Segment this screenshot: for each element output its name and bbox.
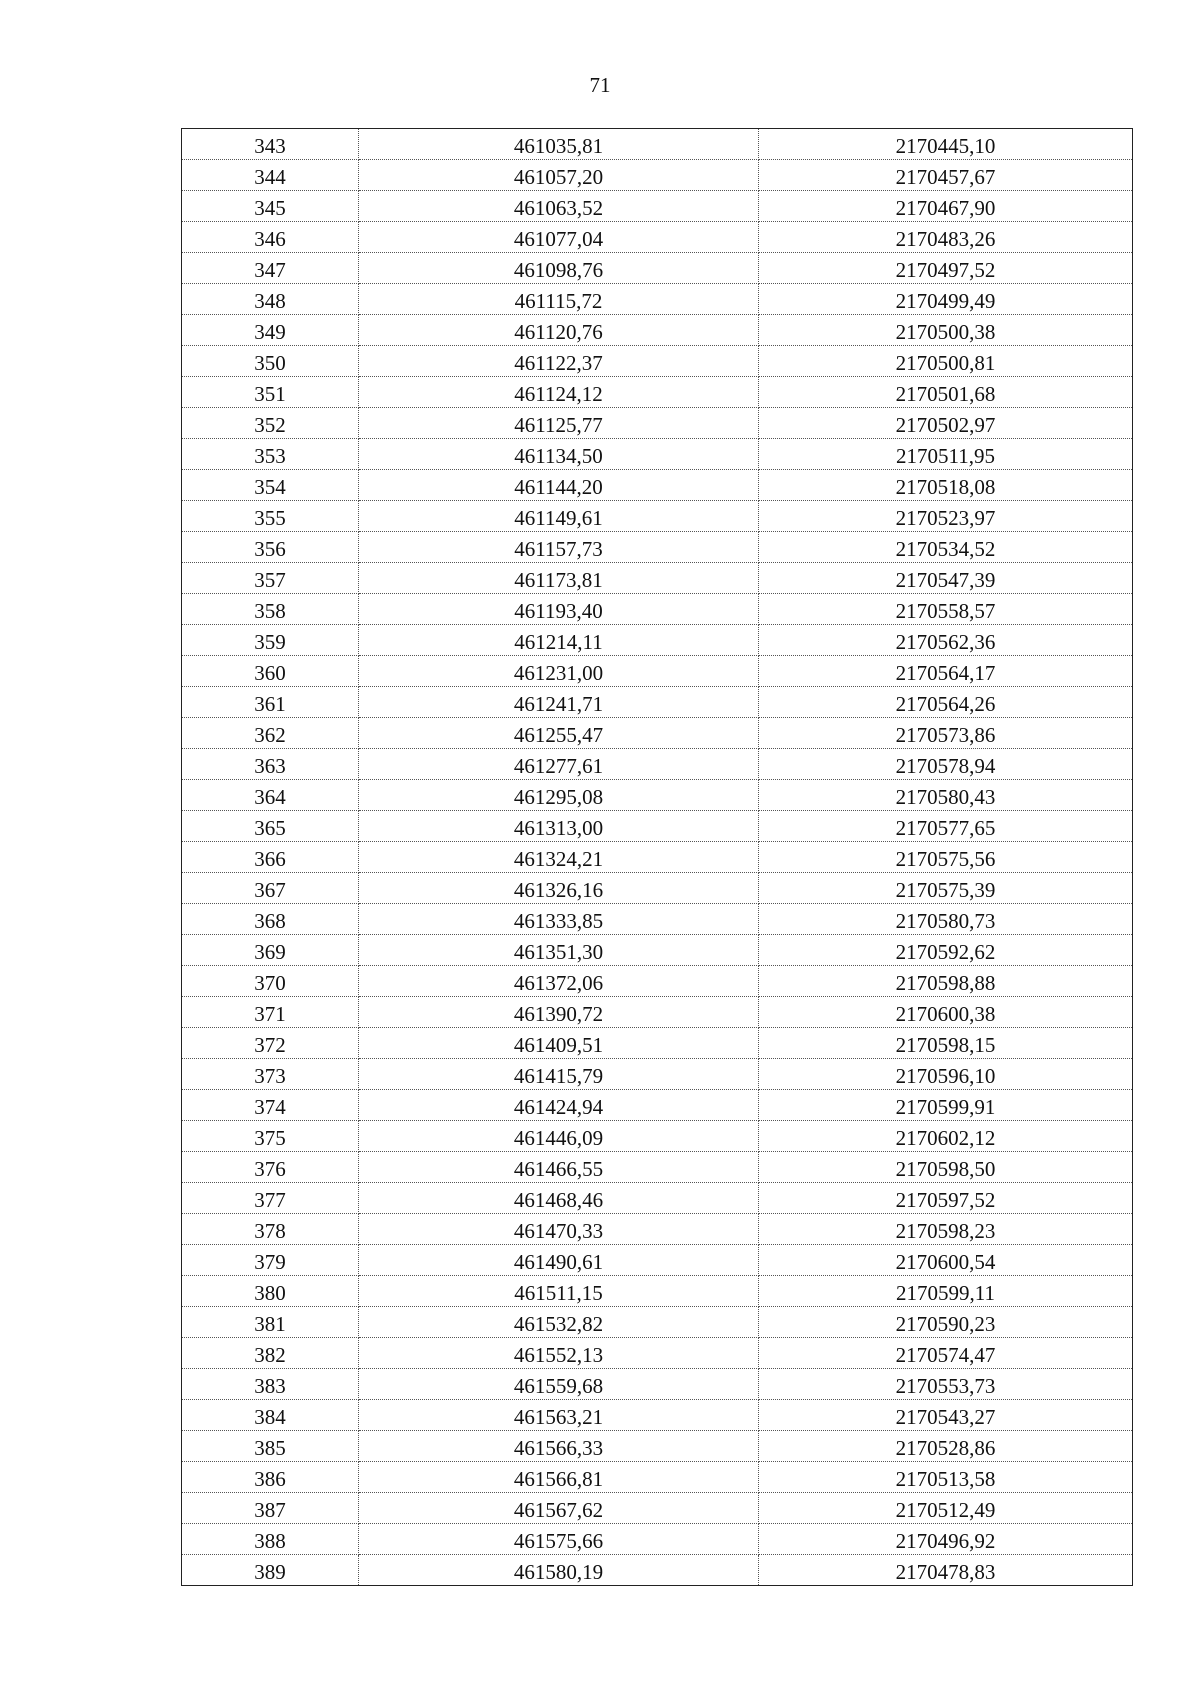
table-row: [182, 656, 1133, 687]
point-number-cell: 354: [182, 470, 359, 501]
coordinate-x-cell: 461063,52: [359, 191, 759, 222]
point-number-cell: 378: [182, 1214, 359, 1245]
table-row: [182, 842, 1133, 873]
point-number-cell: 350: [182, 346, 359, 377]
table-row: [182, 1555, 1133, 1586]
point-number-cell: 352: [182, 408, 359, 439]
coordinate-y-cell: 2170513,58: [759, 1462, 1133, 1493]
coordinate-x-cell: 461122,37: [359, 346, 759, 377]
coordinate-x-cell: 461372,06: [359, 966, 759, 997]
coordinate-y-cell: 2170497,52: [759, 253, 1133, 284]
table-row: [182, 1152, 1133, 1183]
point-number-cell: 353: [182, 439, 359, 470]
coordinate-x-cell: 461566,81: [359, 1462, 759, 1493]
coordinate-y-cell: 2170553,73: [759, 1369, 1133, 1400]
table-row: [182, 966, 1133, 997]
coordinate-y-cell: 2170575,39: [759, 873, 1133, 904]
point-number-cell: 345: [182, 191, 359, 222]
coordinate-x-cell: 461149,61: [359, 501, 759, 532]
coordinate-y-cell: 2170457,67: [759, 160, 1133, 191]
coordinate-y-cell: 2170574,47: [759, 1338, 1133, 1369]
coordinate-y-cell: 2170577,65: [759, 811, 1133, 842]
point-number-cell: 349: [182, 315, 359, 346]
coordinate-y-cell: 2170580,73: [759, 904, 1133, 935]
point-number-cell: 372: [182, 1028, 359, 1059]
table-row: [182, 873, 1133, 904]
point-number-cell: 388: [182, 1524, 359, 1555]
table-row: [182, 687, 1133, 718]
point-number-cell: 379: [182, 1245, 359, 1276]
point-number-cell: 370: [182, 966, 359, 997]
point-number-cell: 376: [182, 1152, 359, 1183]
coordinate-x-cell: 461326,16: [359, 873, 759, 904]
coordinate-y-cell: 2170511,95: [759, 439, 1133, 470]
table-row: [182, 1524, 1133, 1555]
table-row: [182, 1028, 1133, 1059]
coordinate-y-cell: 2170534,52: [759, 532, 1133, 563]
table-row: [182, 1431, 1133, 1462]
coordinate-x-cell: 461277,61: [359, 749, 759, 780]
coordinates-table: [181, 128, 1133, 1586]
point-number-cell: 347: [182, 253, 359, 284]
coordinate-x-cell: 461552,13: [359, 1338, 759, 1369]
table-row: [182, 1338, 1133, 1369]
point-number-cell: 369: [182, 935, 359, 966]
coordinate-x-cell: 461173,81: [359, 563, 759, 594]
coordinate-y-cell: 2170575,56: [759, 842, 1133, 873]
point-number-cell: 363: [182, 749, 359, 780]
coordinate-x-cell: 461057,20: [359, 160, 759, 191]
coordinate-x-cell: 461563,21: [359, 1400, 759, 1431]
coordinate-x-cell: 461214,11: [359, 625, 759, 656]
table-row: [182, 594, 1133, 625]
table-row: [182, 346, 1133, 377]
point-number-cell: 366: [182, 842, 359, 873]
coordinate-y-cell: 2170598,50: [759, 1152, 1133, 1183]
coordinate-y-cell: 2170599,91: [759, 1090, 1133, 1121]
coordinates-table-body: [182, 129, 1133, 1586]
coordinate-x-cell: 461415,79: [359, 1059, 759, 1090]
coordinate-x-cell: 461532,82: [359, 1307, 759, 1338]
coordinate-y-cell: 2170496,92: [759, 1524, 1133, 1555]
table-row: [182, 1369, 1133, 1400]
coordinate-y-cell: 2170578,94: [759, 749, 1133, 780]
table-row: [182, 191, 1133, 222]
coordinate-x-cell: 461115,72: [359, 284, 759, 315]
coordinate-x-cell: 461409,51: [359, 1028, 759, 1059]
coordinate-x-cell: 461098,76: [359, 253, 759, 284]
coordinate-x-cell: 461241,71: [359, 687, 759, 718]
coordinate-x-cell: 461470,33: [359, 1214, 759, 1245]
coordinate-y-cell: 2170502,97: [759, 408, 1133, 439]
point-number-cell: 371: [182, 997, 359, 1028]
table-row: [182, 563, 1133, 594]
coordinate-y-cell: 2170598,23: [759, 1214, 1133, 1245]
point-number-cell: 385: [182, 1431, 359, 1462]
coordinate-y-cell: 2170599,11: [759, 1276, 1133, 1307]
point-number-cell: 358: [182, 594, 359, 625]
point-number-cell: 387: [182, 1493, 359, 1524]
coordinate-x-cell: 461559,68: [359, 1369, 759, 1400]
table-row: [182, 1276, 1133, 1307]
coordinate-x-cell: 461511,15: [359, 1276, 759, 1307]
table-row: [182, 935, 1133, 966]
coordinate-y-cell: 2170562,36: [759, 625, 1133, 656]
coordinate-y-cell: 2170467,90: [759, 191, 1133, 222]
point-number-cell: 344: [182, 160, 359, 191]
table-row: [182, 780, 1133, 811]
coordinate-y-cell: 2170501,68: [759, 377, 1133, 408]
coordinate-x-cell: 461120,76: [359, 315, 759, 346]
coordinate-y-cell: 2170500,81: [759, 346, 1133, 377]
point-number-cell: 365: [182, 811, 359, 842]
table-row: [182, 1121, 1133, 1152]
table-row: [182, 749, 1133, 780]
coordinate-x-cell: 461157,73: [359, 532, 759, 563]
coordinate-y-cell: 2170592,62: [759, 935, 1133, 966]
table-row: [182, 439, 1133, 470]
coordinate-x-cell: 461077,04: [359, 222, 759, 253]
table-row: [182, 1214, 1133, 1245]
coordinate-y-cell: 2170523,97: [759, 501, 1133, 532]
table-row: [182, 904, 1133, 935]
coordinate-y-cell: 2170590,23: [759, 1307, 1133, 1338]
point-number-cell: 389: [182, 1555, 359, 1586]
coordinate-y-cell: 2170564,26: [759, 687, 1133, 718]
point-number-cell: 364: [182, 780, 359, 811]
table-row: [182, 408, 1133, 439]
table-row: [182, 1400, 1133, 1431]
point-number-cell: 355: [182, 501, 359, 532]
table-row: [182, 718, 1133, 749]
point-number-cell: 382: [182, 1338, 359, 1369]
point-number-cell: 361: [182, 687, 359, 718]
table-row: [182, 532, 1133, 563]
coordinate-y-cell: 2170445,10: [759, 129, 1133, 160]
coordinate-x-cell: 461134,50: [359, 439, 759, 470]
point-number-cell: 346: [182, 222, 359, 253]
coordinate-x-cell: 461567,62: [359, 1493, 759, 1524]
table-row: [182, 284, 1133, 315]
coordinate-x-cell: 461125,77: [359, 408, 759, 439]
point-number-cell: 351: [182, 377, 359, 408]
table-row: [182, 501, 1133, 532]
table-row: [182, 1307, 1133, 1338]
coordinate-x-cell: 461124,12: [359, 377, 759, 408]
coordinate-x-cell: 461351,30: [359, 935, 759, 966]
coordinate-x-cell: 461424,94: [359, 1090, 759, 1121]
point-number-cell: 343: [182, 129, 359, 160]
table-row: [182, 222, 1133, 253]
point-number-cell: 368: [182, 904, 359, 935]
coordinate-x-cell: 461035,81: [359, 129, 759, 160]
table-row: [182, 1245, 1133, 1276]
coordinate-x-cell: 461580,19: [359, 1555, 759, 1586]
table-row: [182, 160, 1133, 191]
point-number-cell: 377: [182, 1183, 359, 1214]
coordinate-y-cell: 2170600,38: [759, 997, 1133, 1028]
table-row: [182, 470, 1133, 501]
table-row: [182, 997, 1133, 1028]
coordinate-x-cell: 461295,08: [359, 780, 759, 811]
coordinate-x-cell: 461144,20: [359, 470, 759, 501]
coordinate-y-cell: 2170499,49: [759, 284, 1133, 315]
table-row: [182, 1183, 1133, 1214]
table-row: [182, 811, 1133, 842]
coordinate-x-cell: 461490,61: [359, 1245, 759, 1276]
coordinate-y-cell: 2170518,08: [759, 470, 1133, 501]
coordinate-x-cell: 461193,40: [359, 594, 759, 625]
coordinate-x-cell: 461255,47: [359, 718, 759, 749]
point-number-cell: 360: [182, 656, 359, 687]
coordinate-x-cell: 461231,00: [359, 656, 759, 687]
coordinate-y-cell: 2170500,38: [759, 315, 1133, 346]
coordinate-x-cell: 461575,66: [359, 1524, 759, 1555]
coordinate-y-cell: 2170596,10: [759, 1059, 1133, 1090]
point-number-cell: 383: [182, 1369, 359, 1400]
coordinate-y-cell: 2170598,88: [759, 966, 1133, 997]
point-number-cell: 384: [182, 1400, 359, 1431]
coordinate-y-cell: 2170564,17: [759, 656, 1133, 687]
table-row: [182, 253, 1133, 284]
point-number-cell: 375: [182, 1121, 359, 1152]
coordinate-y-cell: 2170512,49: [759, 1493, 1133, 1524]
point-number-cell: 367: [182, 873, 359, 904]
coordinate-x-cell: 461566,33: [359, 1431, 759, 1462]
coordinate-y-cell: 2170478,83: [759, 1555, 1133, 1586]
coordinate-y-cell: 2170600,54: [759, 1245, 1133, 1276]
point-number-cell: 348: [182, 284, 359, 315]
point-number-cell: 356: [182, 532, 359, 563]
coordinate-y-cell: 2170602,12: [759, 1121, 1133, 1152]
table-row: [182, 129, 1133, 160]
point-number-cell: 359: [182, 625, 359, 656]
page-number: 71: [589, 73, 611, 97]
coordinate-x-cell: 461468,46: [359, 1183, 759, 1214]
point-number-cell: 386: [182, 1462, 359, 1493]
coordinate-x-cell: 461313,00: [359, 811, 759, 842]
coordinate-y-cell: 2170597,52: [759, 1183, 1133, 1214]
table-row: [182, 1493, 1133, 1524]
coordinate-y-cell: 2170558,57: [759, 594, 1133, 625]
coordinate-y-cell: 2170598,15: [759, 1028, 1133, 1059]
coordinate-y-cell: 2170528,86: [759, 1431, 1133, 1462]
coordinate-x-cell: 461466,55: [359, 1152, 759, 1183]
coordinate-y-cell: 2170543,27: [759, 1400, 1133, 1431]
coordinate-x-cell: 461333,85: [359, 904, 759, 935]
point-number-cell: 362: [182, 718, 359, 749]
coordinate-x-cell: 461390,72: [359, 997, 759, 1028]
table-row: [182, 1059, 1133, 1090]
coordinate-y-cell: 2170483,26: [759, 222, 1133, 253]
table-row: [182, 625, 1133, 656]
point-number-cell: 381: [182, 1307, 359, 1338]
coordinate-y-cell: 2170573,86: [759, 718, 1133, 749]
table-row: [182, 315, 1133, 346]
point-number-cell: 373: [182, 1059, 359, 1090]
table-row: [182, 1462, 1133, 1493]
table-row: [182, 377, 1133, 408]
table-row: [182, 1090, 1133, 1121]
point-number-cell: 374: [182, 1090, 359, 1121]
coordinate-x-cell: 461324,21: [359, 842, 759, 873]
coordinate-y-cell: 2170580,43: [759, 780, 1133, 811]
point-number-cell: 380: [182, 1276, 359, 1307]
point-number-cell: 357: [182, 563, 359, 594]
coordinate-x-cell: 461446,09: [359, 1121, 759, 1152]
coordinate-y-cell: 2170547,39: [759, 563, 1133, 594]
